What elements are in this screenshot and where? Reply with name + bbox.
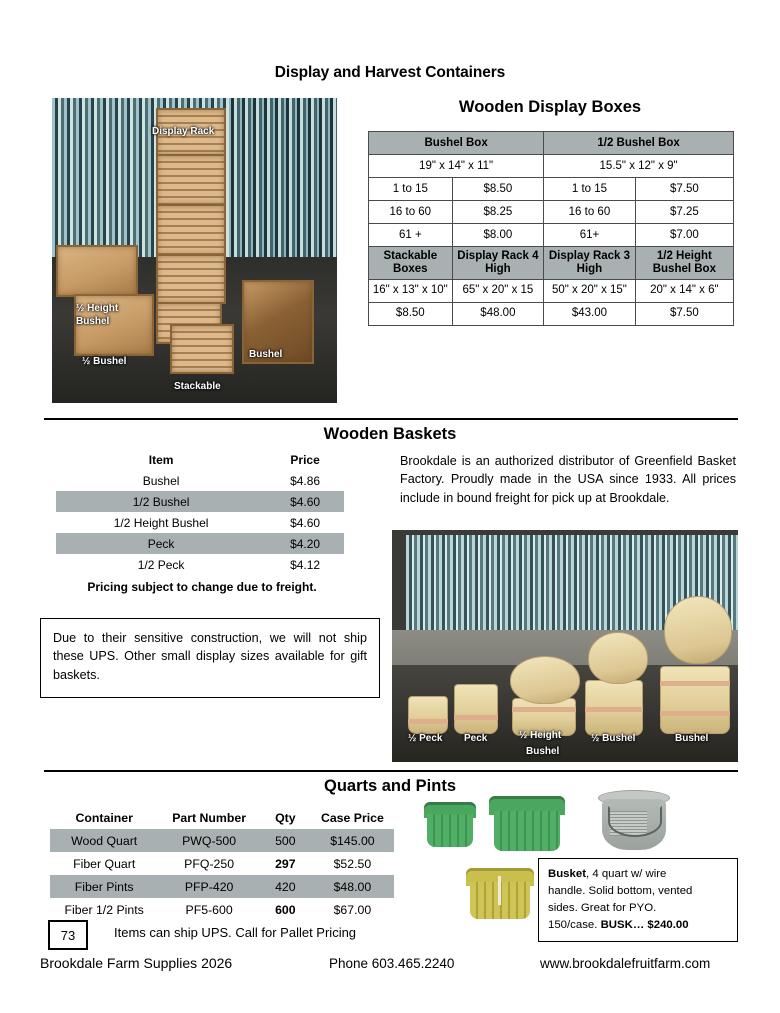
photo-label-stackable: Stackable [174,381,221,392]
busket-description-box [538,858,738,942]
display-boxes-photo [52,98,337,403]
ups-shipping-notice-box [40,618,380,698]
basket-item: Peck [56,533,266,554]
price-cell: $43.00 [544,302,636,325]
table-row-prices-2 [369,302,734,325]
tier-price: $7.25 [635,201,733,224]
pricing-subject-to-change-note: Pricing subject to change due to freight. [87,580,317,594]
price-cell: $8.50 [369,302,453,325]
greenfield-distributor-blurb: Brookdale is an authorized distributor of Greenfield Basket Factory. Proudly made in the USA since 1933. All prices include in bound freight for pick up at Brookdale. [400,454,736,505]
half-height-bushel-lid [510,656,580,704]
wooden-baskets-heading: Wooden Baskets [323,425,457,443]
busket-name: Busket [548,868,586,880]
part-number: PWQ-500 [158,829,259,852]
table-row [50,829,394,852]
photo-label-half-peck: ½ Peck [408,733,443,744]
column-header-qty: Qty [275,810,296,825]
half-bushel-lid [588,632,648,684]
basket-item: 1/2 Height Bushel [113,515,209,530]
container-name: Wood Quart [50,829,158,852]
footer-phone: Phone 603.465.2240 [329,956,455,971]
case-price: $67.00 [333,902,372,917]
section-divider-baskets [44,418,738,420]
header-display-rack-4-high: Display Rack 4 High [452,247,544,280]
photo-label-peck: Peck [464,733,488,744]
case-price: $52.50 [333,856,372,871]
page-number-box [48,920,88,950]
tier-qty: 16 to 60 [544,201,636,224]
photo-label-bushel: Bushel [675,733,709,744]
table-row [50,898,394,921]
column-header-part-number: Part Number [172,810,247,825]
container-name: Fiber Pints [50,875,158,898]
table-row-header-2 [369,247,734,280]
header-display-rack-3-high: Display Rack 3 High [544,247,636,280]
table-row-dims-2 [369,279,734,302]
table-header-row [50,806,394,829]
table-row-header-1 [369,132,734,155]
column-header-item: Item [148,452,174,467]
dims-cell: 20" x 14" x 6" [635,279,733,302]
part-number: PFP-420 [158,875,259,898]
rack-tier-2 [156,154,226,206]
price-cell: $7.50 [635,302,733,325]
tier-price: $7.00 [635,224,733,247]
ups-shipping-notice-text: Due to their sensitive construction, we will not ship these UPS. Other small display sizes available for gift baskets. [53,631,367,682]
table-row [50,875,394,898]
photo-label-half-bushel: ½ Bushel [591,733,636,744]
table-row [56,512,344,533]
footer-website: www.brookdalefruitfarm.com [540,956,711,971]
tier-qty: 1 to 15 [544,178,636,201]
container-name: Fiber 1/2 Pints [64,902,144,917]
busket-line1-rest: , 4 quart w/ wire [585,868,667,880]
photo-label-bushel: Bushel [249,349,283,360]
wooden-baskets-photo [392,530,738,762]
page-title: Display and Harvest Containers [274,64,506,81]
basket-price: $4.12 [290,557,321,572]
quarts-and-pints-heading: Quarts and Pints [323,777,457,795]
dims-cell: 16" x 13" x 10" [369,279,453,302]
page-number: 73 [60,927,76,943]
table-row [50,852,394,875]
tier-qty: 16 to 60 [369,201,453,224]
wooden-display-boxes-heading: Wooden Display Boxes [458,98,642,116]
photo-label-half-bushel: ½ Bushel [82,356,127,367]
dims-cell: 50" x 20" x 15" [544,279,636,302]
table-header-row [56,449,344,470]
dims-cell: 65" x 20" x 15 [452,279,544,302]
column-header-case-price: Case Price [320,810,384,825]
dims-bushel-box: 19" x 14" x 11" [369,155,544,178]
stackable-crate [170,324,234,374]
display-boxes-table [368,131,734,326]
table-row [369,224,734,247]
qty: 297 [275,856,296,871]
table-row [56,554,344,575]
part-number: PFQ-250 [184,856,235,871]
basket-price: $4.60 [266,491,344,512]
rack-tier-3 [156,204,226,256]
header-bushel-box: Bushel Box [369,132,544,155]
table-row [369,201,734,224]
dims-half-bushel-box: 15.5" x 12" x 9" [544,155,734,178]
qty: 420 [260,875,311,898]
peck-basket [454,684,498,734]
tier-price: $8.50 [452,178,544,201]
tier-qty: 61 + [369,224,453,247]
busket-line3: sides. Great for PYO. [548,902,657,915]
grey-busket-photo [598,790,670,852]
section-divider-quarts [44,770,738,772]
price-cell: $48.00 [452,302,544,325]
rack-tier-4 [156,254,226,304]
half-height-bushel-crate [56,245,138,297]
footer-company-name: Brookdale Farm Supplies 2026 [40,955,233,971]
column-header-price: Price [290,452,320,467]
tier-price: $8.00 [452,224,544,247]
column-header-container: Container [75,810,133,825]
header-half-height-bushel-box: 1/2 Height Bushel Box [635,247,733,280]
half-peck-basket [408,696,448,734]
tier-price: $7.50 [635,178,733,201]
green-fiber-quart-photo [424,802,476,848]
bushel-lid [664,596,732,664]
table-row [369,178,734,201]
ups-ship-pallet-note: Items can ship UPS. Call for Pallet Pricing [114,925,357,940]
quarts-and-pints-table [50,806,394,921]
basket-item: Bushel [142,473,180,488]
table-row [56,470,344,491]
basket-item: 1/2 Bushel [56,491,266,512]
basket-price: $4.20 [266,533,344,554]
wooden-baskets-price-table [56,449,344,575]
container-name: Fiber Quart [73,856,136,871]
basket-price: $4.86 [290,473,321,488]
part-number: PF5-600 [185,902,233,917]
photo-label-half-height-bushel-2: Bushel [526,746,560,757]
basket-item: 1/2 Peck [137,557,185,572]
case-price: $145.00 [311,829,394,852]
table-row [56,491,344,512]
tier-qty: 61+ [544,224,636,247]
tier-price: $8.25 [452,201,544,224]
bushel-basket [660,666,730,734]
case-price: $48.00 [311,875,394,898]
green-fiber-pint-photo [489,796,565,852]
half-bushel-basket [585,680,643,736]
busket-line4-prefix: 150/case. [548,919,601,932]
basket-price: $4.60 [290,515,321,530]
yellow-busket-photo [466,868,534,920]
qty: 600 [275,902,296,917]
tier-qty: 1 to 15 [369,178,453,201]
table-row [56,533,344,554]
qty: 500 [260,829,311,852]
header-stackable-boxes: Stackable Boxes [369,247,453,280]
photo-label-display-rack: Display Rack [152,126,215,137]
photo-label-half-height-bushel-2: Bushel [76,316,110,327]
busket-line2: handle. Solid bottom, vented [548,885,693,898]
header-half-bushel-box: 1/2 Bushel Box [544,132,734,155]
table-row-dims-1 [369,155,734,178]
photo-label-half-height-bushel: ½ Height [519,730,562,741]
busket-part-and-price: BUSK… $240.00 [600,919,689,932]
photo-label-half-height-bushel: ½ Height [76,303,119,314]
